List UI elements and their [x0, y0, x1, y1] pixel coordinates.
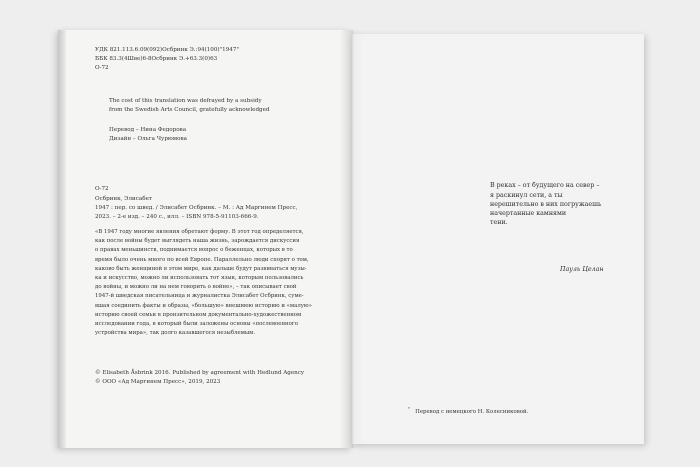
biblio-title: 1947 : пер. со швед. / Элисабет Осбринк. – М. : Ад Маргинем Пресс,: [95, 205, 298, 211]
biblio-author: Осбринк, Элисабет: [95, 196, 152, 202]
designer-credit: Дизайн – Ольга Чурюмова: [109, 136, 187, 142]
translator-credit: Перевод – Нина Федорова: [109, 127, 187, 133]
epigraph-line: тени.: [490, 219, 508, 226]
catalog-bbk: ББК 83.3(4Шве)6-8Осбринк Э.+63.3(0)63: [95, 56, 218, 62]
catalog-udc: УДК 821.113.6.09(092)Осбринк Э.:94(100)"1947": [95, 47, 239, 53]
annotation-line: как после войны будет выглядеть наша жизнь, зарождается дискуссия: [95, 238, 300, 244]
footnote-marker: *: [408, 406, 410, 411]
epigraph-line: В реках – от будущего на север –: [490, 182, 600, 189]
epigraph-author: Пауль Целан: [560, 266, 604, 273]
copyright-author: © Elisabeth Åsbrink 2016. Published by agreement with Hedlund Agency: [95, 370, 305, 376]
biblio-code: О-72: [95, 186, 109, 192]
footnote: [408, 406, 528, 415]
biblio-edition: 2023. – 2-е изд. – 240 с., илл. – ISBN 978-5-91103-666-9.: [95, 214, 259, 220]
translation-subsidy-line-1: The cost of this translation was defrayed by a subsidy: [109, 98, 262, 104]
left-page: [58, 30, 352, 448]
annotation-line: историю своей семьи в пронзительном документально-художественном: [95, 312, 302, 318]
open-book: [58, 30, 644, 448]
epigraph-line: начертанные камнями: [490, 210, 567, 217]
epigraph-line: нерешительно в них погружаешь: [490, 201, 602, 208]
annotation-line: ка и искусство, можно ли использовать тот язык, которым пользовались: [95, 275, 304, 281]
annotation-line: вшая соединить факты и образы, «большую» внешнюю историю и «малую»: [95, 303, 312, 309]
right-page: [352, 34, 644, 444]
annotation-line: устройства мира», так долго казавшегося незыблемым.: [95, 330, 256, 336]
translation-subsidy-line-2: from the Swedish Arts Council, gratefully acknowledged: [109, 107, 270, 113]
copyright-publisher: © ООО «Ад Маргинем Пресс», 2019, 2023: [95, 379, 221, 385]
catalog-code: О-72: [95, 65, 109, 71]
footnote-text: Перевод с немецкого Н. Колесниковой.: [415, 408, 529, 415]
annotation-line: о правах меньшинств, поднимается вопрос о беженцах, которых в то: [95, 247, 293, 253]
epigraph-line: я раскинул сети, а ты: [490, 192, 563, 199]
annotation-line: исследовании года, в который были заложены основы «послевоенного: [95, 321, 298, 327]
annotation-line: каково быть женщиной в этом мире, как дальше будут развиваться музы-: [95, 266, 307, 272]
annotation-line: до войны, и можно ли на нем говорить о войне», – так описывает свой: [95, 284, 297, 290]
annotation-line: время было очень много по всей Европе. Параллельно люди спорят о том,: [95, 257, 309, 263]
annotation-line: «В 1947 году многие явления обретают форму. В этот год определяется,: [95, 229, 304, 235]
page-stack-edge: [58, 30, 66, 448]
annotation-line: 1947-й шведская писательница и журналистка Элисабет Осбринк, суме-: [95, 293, 304, 299]
